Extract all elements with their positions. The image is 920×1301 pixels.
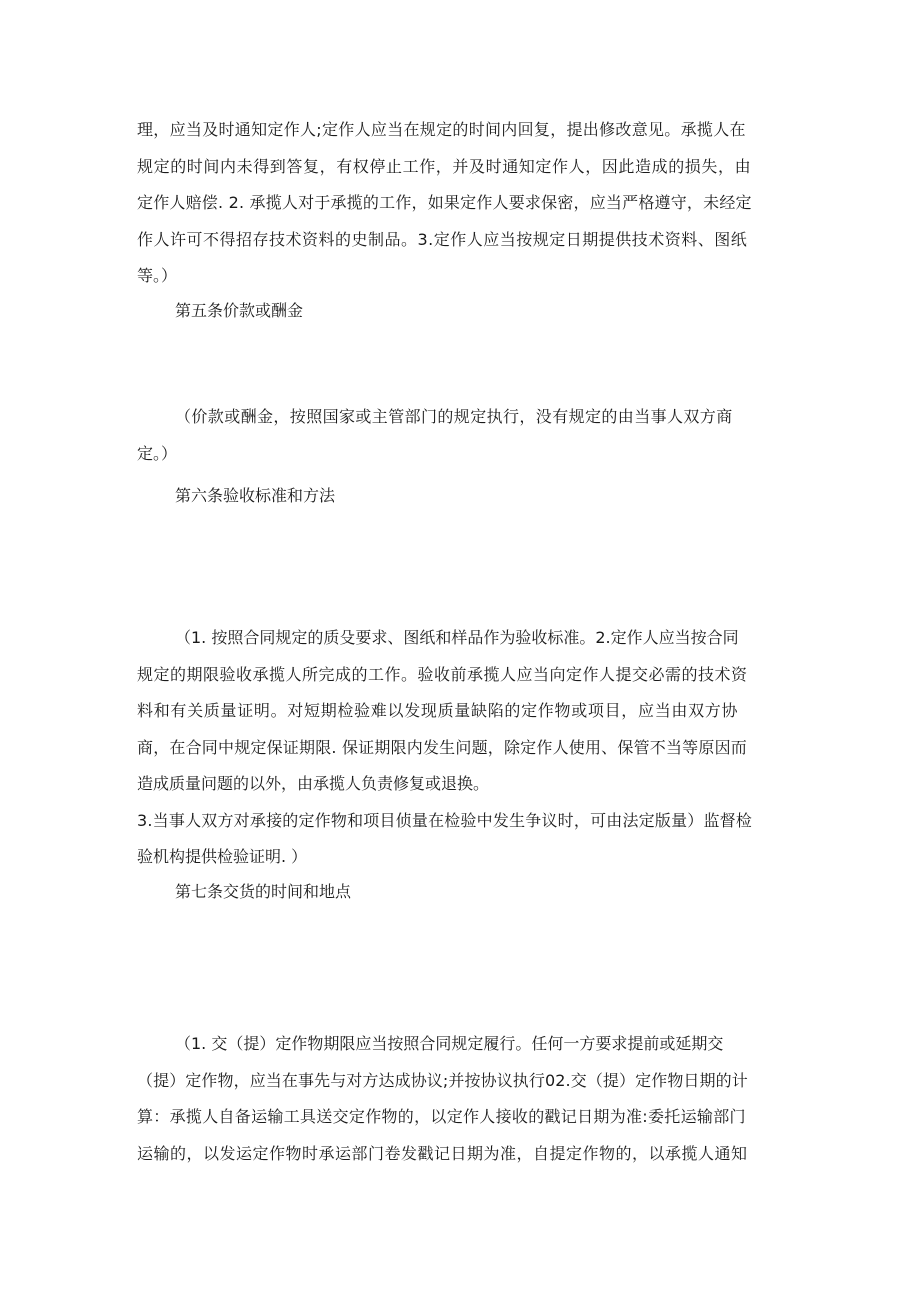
text-line: 验机构提供检验证明. ） — [137, 847, 308, 866]
text-line: （1. 交（提）定作物期限应当按照合同规定履行。任何一方要求提前或延期交 — [175, 1034, 724, 1053]
text-line: 定。） — [137, 443, 178, 463]
text-line: 作人许可不得招存技术资料的史制品。3.定作人应当按规定日期提供技术资料、图纸 — [137, 229, 748, 249]
text-line: 料和有关质量证明。对短期检验难以发现质量缺陷的定作物或项目，应当由双方协 — [137, 701, 739, 720]
section-heading-article-6: 第六条验收标准和方法 — [175, 486, 336, 505]
text-line: 定作人赔偿. 2. 承揽人对于承揽的工作，如果定作人要求保密，应当严格遵守，未经定 — [137, 193, 752, 212]
text-line: 规定的时间内未得到答复，有权停止工作，并及时通知定作人，因此造成的损失，由 — [137, 156, 752, 176]
text-line: （提）定作物，应当在事先与对方达成协议;并按协议执行02.交（提）定作物日期的计 — [137, 1070, 748, 1090]
paragraph-price-remuneration — [137, 399, 795, 472]
text-line: 理，应当及时通知定作人;定作人应当在规定的时间内回复，提出修改意见。承揽人在 — [137, 120, 746, 139]
text-line: 规定的期限验收承揽人所完成的工作。验收前承揽人应当向定作人提交必需的技术资 — [137, 664, 748, 684]
text-line: 商，在合同中规定保证期限. 保证期限内发生问题，除定作人使用、保管不当等原因而 — [137, 737, 747, 757]
section-heading-article-5: 第五条价款或酬金 — [175, 301, 304, 320]
text-line: 3.当事人双方对承接的定作物和项目侦量在检验中发生争议时，可由法定版量）监督检 — [137, 810, 753, 830]
paragraph-contract-terms — [137, 112, 787, 295]
text-line: （价款或酬金，按照国家或主管部门的规定执行，没有规定的由当事人双方商 — [175, 407, 733, 426]
text-line: 等。） — [137, 266, 178, 285]
text-line: （1. 按照合同规定的质殳要求、图纸和样品作为验收标准。2.定作人应当按合同 — [175, 628, 739, 647]
section-heading-article-7: 第七条交货的时间和地点 — [175, 882, 352, 901]
text-line: 造成质量问题的以外，由承揽人负责修复或退换。 — [137, 774, 490, 793]
text-line: 运输的，以发运定作物时承运部门卷发戳记日期为准，自提定作物的，以承揽人通知 — [137, 1143, 748, 1163]
text-line: 算：承揽人自备运输工具送交定作物的，以定作人接收的戳记日期为准:委托运输部门 — [137, 1107, 746, 1126]
paragraph-acceptance-standards — [137, 620, 787, 876]
paragraph-delivery-time-place — [137, 1026, 787, 1172]
